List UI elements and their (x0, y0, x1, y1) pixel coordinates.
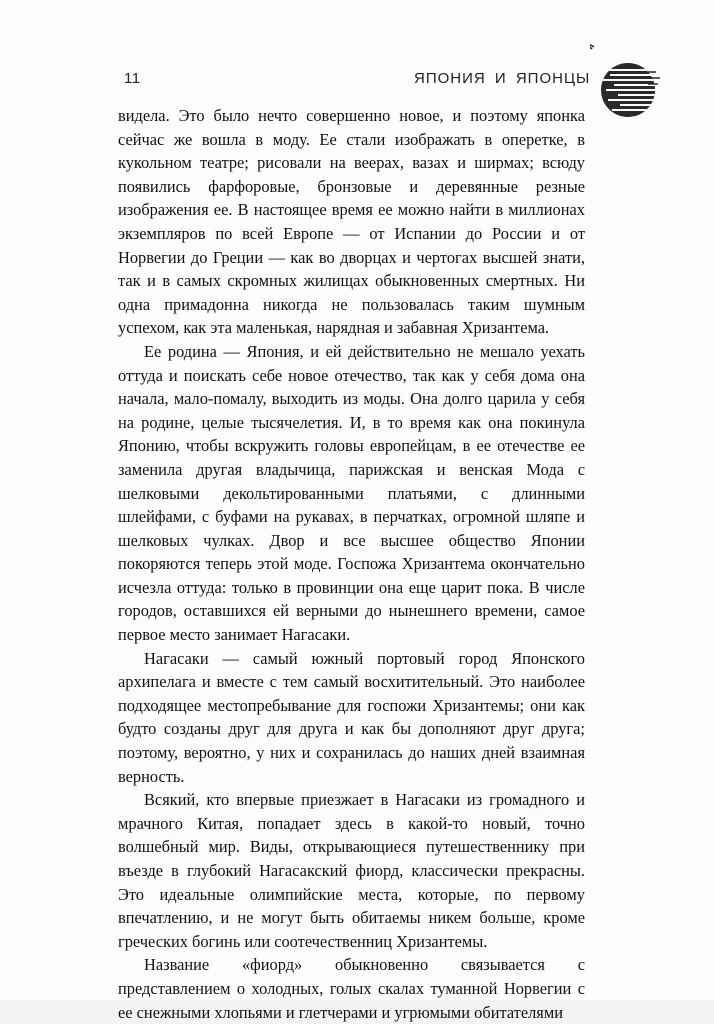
body-text (118, 104, 585, 1024)
paragraph: видела. Это было нечто совершенно новое, и поэтому японка сейчас же вошла в моду. Ее стали изображать в оперетке, в кукольном театре; рисовали на веерах, вазах и ширмах; всюду появились фарфоровые, бронзовые и деревянные резные изображения ее. В настоящее время ее можно найти в миллионах экземпляров по всей Европе — от Испании до России и от Норвегии до Греции — как во дворцах и чертогах высшей знати, так и в самых скромных жилищах обыкновенных смертных. Ни одна примадонна никогда не пользовалась таким шумным успехом, как эта маленькая, нарядная и забавная Хризантема. (118, 106, 585, 338)
sun-with-bird-icon (590, 40, 670, 120)
paragraph: Ее родина — Япония, и ей действительно не мешало уехать оттуда и поискать себе новое отечество, так как у себя дома она начала, мало-помалу, выходить из моды. Она долго царила у себя на родине, целые тысячелетия. И, в то время как она покинула Японию, чтобы вскружить головы европейцам, в ее отечестве ее заменила другая владычица, парижская и венская Мода с шелковыми декольтированными платьями, с длинными шлейфами, с буфами на рукавах, в перчатках, огромной шляпе и шелковых чулках. Двор и все высшее общество Японии покоряются теперь этой моде. Госпожа Хризантема окончательно исчезла оттуда: только в провинции она еще царит пока. В числе городов, оставшихся ей верными до нынешнего времени, самое первое место занимает Нагасаки. (118, 341, 585, 645)
paragraph: Нагасаки — самый южный портовый город Японского архипелага и вместе с тем самый восхитительный. Это наиболее подходящее местопребывание для госпожи Хризантемы; они как будто созданы друг для друга и как бы дополняют друг друга; поэтому, вероятно, у них и сохранилась до наших дней взаимная верность. (118, 648, 585, 786)
paragraph: Название «фиорд» обыкновенно связывается с представлением о холодных, голых скалах туманной Норвегии с ее снежными хлопьями и глетчерами и угрюмыми обитателями (118, 955, 585, 1022)
paragraph: Всякий, кто впервые приезжает в Нагасаки из громадного и мрачного Китая, попадает здесь в какой-то новый, точно волшебный мир. Виды, открывающиеся путешественнику при въезде в глубокий Нагасакский фиорд, классически прекрасны. Это идеальные олимпийские места, которые, по первому впечатлению, и не могут быть обитаемы никем больше, кроме греческих богинь или соотечественниц Хризантемы. (118, 790, 585, 951)
running-title: ЯПОНИЯ И ЯПОНЦЫ (414, 70, 591, 87)
page-number: 11 (124, 70, 141, 87)
